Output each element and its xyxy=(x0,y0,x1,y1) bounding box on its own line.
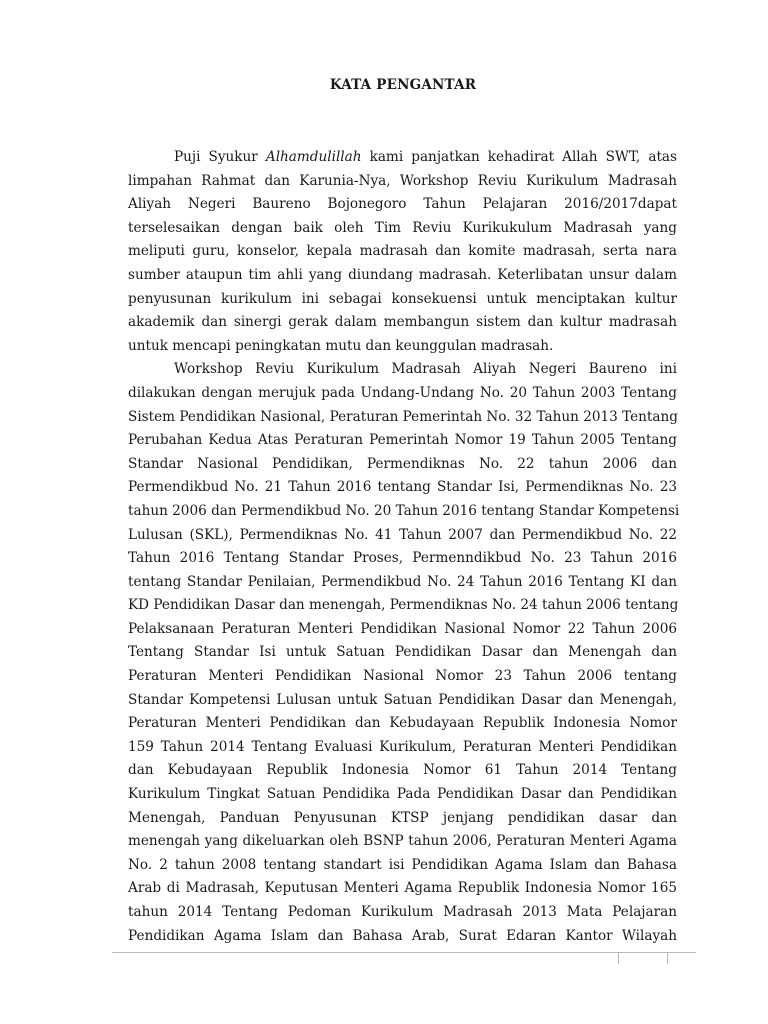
text-line: Pendidikan Agama Islam dan Bahasa Arab, Surat Edaran Kantor Wilayah xyxy=(128,927,677,944)
text-line: tentang Standar Penilaian, Permendikbud No. 24 Tahun 2016 Tentang KI dan xyxy=(128,573,677,590)
text-line: Tahun 2016 Tentang Standar Proses, Permenndikbud No. 23 Tahun 2016 xyxy=(128,550,677,567)
text-line: terselesaikan dengan baik oleh Tim Reviu Kurikukulum Madrasah yang xyxy=(128,219,677,236)
text-line: Standar Nasional Pendidikan, Permendiknas No. 22 tahun 2006 dan xyxy=(128,455,677,472)
text-line: tahun 2006 dan Permendikbud No. 20 Tahun 2016 tentang Standar Kompetensi xyxy=(128,502,680,519)
text-line: Kurikulum Tingkat Satuan Pendidika Pada Pendidikan Dasar dan Pendidikan xyxy=(128,786,677,803)
text-line: Pelaksanaan Peraturan Menteri Pendidikan Nasional Nomor 22 Tahun 2006 xyxy=(128,620,677,637)
page-number-marker xyxy=(618,952,668,964)
text-line xyxy=(128,146,677,170)
text-line: meliputi guru, konselor, kepala madrasah dan komite madrasah, serta nara xyxy=(128,243,677,260)
text-line: penyusunan kurikulum ini sebagai konsekuensi untuk menciptakan kultur xyxy=(128,290,677,307)
text-line: dan Kebudayaan Republik Indonesia Nomor 61 Tahun 2014 Tentang xyxy=(128,762,677,779)
text-line: untuk mencapi peningkatan mutu dan keunggulan madrasah. xyxy=(128,337,554,354)
text-line: limpahan Rahmat dan Karunia-Nya, Workshop Reviu Kurikulum Madrasah xyxy=(128,172,677,189)
text-line: dilakukan dengan merujuk pada Undang-Undang No. 20 Tahun 2003 Tentang xyxy=(128,384,677,401)
text-line: Perubahan Kedua Atas Peraturan Pemerintah Nomor 19 Tahun 2005 Tentang xyxy=(128,432,677,449)
footer-rule xyxy=(112,952,696,953)
text-line: Workshop Reviu Kurikulum Madrasah Aliyah Negeri Baureno ini xyxy=(174,361,677,378)
page-title: KATA PENGANTAR xyxy=(329,77,477,93)
text-line: Sistem Pendidikan Nasional, Peraturan Pemerintah No. 32 Tahun 2013 Tentang xyxy=(128,408,678,425)
text-line: Standar Kompetensi Lulusan untuk Satuan Pendidikan Dasar dan Menengah, xyxy=(128,691,677,708)
text-segment: Puji Syukur xyxy=(174,149,266,165)
text-line: sumber ataupun tim ahli yang diundang madrasah. Keterlibatan unsur dalam xyxy=(128,266,677,283)
text-line: Arab di Madrasah, Keputusan Menteri Agama Republik Indonesia Nomor 165 xyxy=(128,880,677,897)
text-line: Permendikbud No. 21 Tahun 2016 tentang Standar Isi, Permendiknas No. 23 xyxy=(128,479,677,496)
text-line: akademik dan sinergi gerak dalam membangun sistem dan kultur madrasah xyxy=(128,314,677,331)
text-line: KD Pendidikan Dasar dan menengah, Permendiknas No. 24 tahun 2006 tentang xyxy=(128,597,679,614)
document-body xyxy=(128,146,680,948)
text-line: tahun 2014 Tentang Pedoman Kurikulum Madrasah 2013 Mata Pelajaran xyxy=(128,904,677,920)
text-line: 159 Tahun 2014 Tentang Evaluasi Kurikulum, Peraturan Menteri Pendidikan xyxy=(128,738,677,755)
italic-term: Alhamdulillah xyxy=(265,149,362,165)
text-line: No. 2 tahun 2008 tentang standart isi Pendidikan Agama Islam dan Bahasa xyxy=(128,856,677,873)
text-line: Tentang Standar Isi untuk Satuan Pendidikan Dasar dan Menengah dan xyxy=(128,644,677,661)
text-line: Peraturan Menteri Pendidikan dan Kebudayaan Republik Indonesia Nomor xyxy=(128,715,677,732)
text-line: Peraturan Menteri Pendidikan Nasional Nomor 23 Tahun 2006 tentang xyxy=(128,668,677,685)
text-line: menengah yang dikeluarkan oleh BSNP tahun 2006, Peraturan Menteri Agama xyxy=(128,833,677,850)
text-line: Lulusan (SKL), Permendiknas No. 41 Tahun 2007 dan Permendikbud No. 22 xyxy=(128,526,677,543)
text-line: Menengah, Panduan Penyusunan KTSP jenjang pendidikan dasar dan xyxy=(128,809,677,826)
text-segment: kami panjatkan kehadirat Allah SWT, atas xyxy=(361,149,677,165)
text-line: Aliyah Negeri Baureno Bojonegoro Tahun Pelajaran 2016/2017dapat xyxy=(128,196,677,213)
